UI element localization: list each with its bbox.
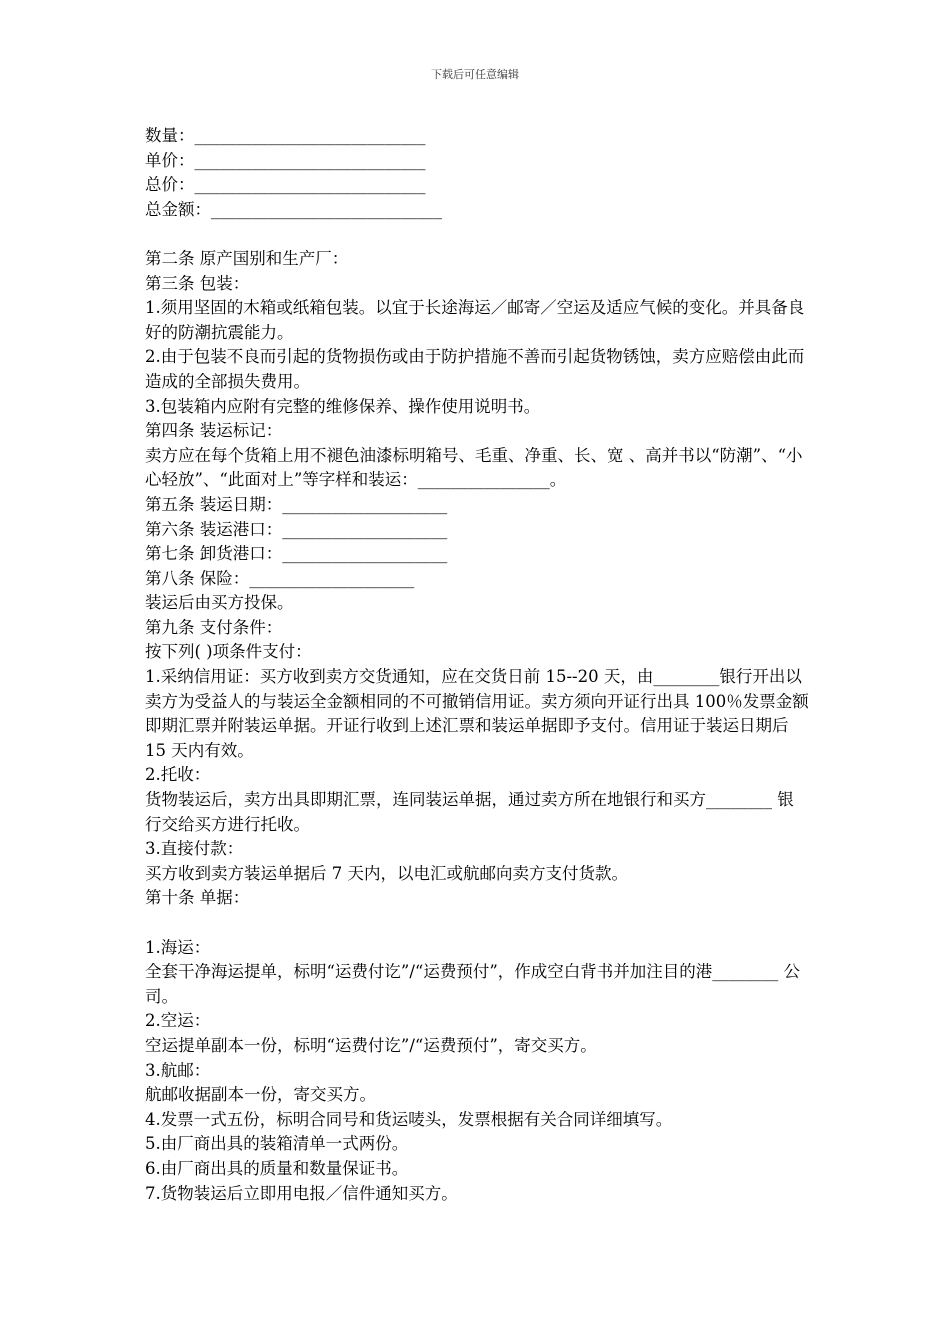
text-line: 单价：____________________________ [145, 150, 426, 170]
paragraph: 装运后由买方投保。 [145, 593, 294, 613]
paragraph: 6.由厂商出具的质量和数量保证书。 [145, 1158, 409, 1178]
section-heading: 第四条 装运标记： [145, 421, 283, 441]
paragraph: 2.空运： [145, 1011, 211, 1031]
paragraph: 3.航邮： [145, 1060, 211, 1080]
paragraph: 2.由于包装不良而引起的货物损伤或由于防护措施不善而引起货物锈蚀，卖方应赔偿由此而造成的全部损失费用。 [145, 347, 805, 391]
text-line: 数量：____________________________ [145, 126, 426, 145]
paragraph: 1.须用坚固的木箱或纸箱包装。以宜于长途海运／邮寄／空运及适应气候的变化。并具备良好的防潮抗震能力。 [145, 298, 805, 342]
section-heading: 第八条 保险：____________________ [145, 568, 415, 588]
page-header: 下载后可任意编辑 [431, 68, 519, 81]
blank-line [145, 222, 810, 247]
paragraph: 1.采纳信用证：买方收到卖方交货通知，应在交货日前 15--20 天，由________银行开出以卖方为受益人的与装运全金额相同的不可撤销信用证。卖方须向开证行出具 100％发票金额即期汇票并附装运单据。开证行收到上述汇票和装运单据即予支付。信用证于装运日期后 15 天内有效。 [145, 667, 809, 760]
document-body [145, 124, 810, 1206]
blank-line [145, 911, 810, 936]
paragraph: 全套干净海运提单，标明“运费付讫”/“运费预付”，作成空白背书并加注目的港________ 公司。 [145, 962, 801, 1006]
paragraph: 5.由厂商出具的装箱清单一式两份。 [145, 1134, 409, 1154]
paragraph: 7.货物装运后立即用电报／信件通知买方。 [145, 1183, 458, 1203]
paragraph: 3.包装箱内应附有完整的维修保养、操作使用说明书。 [145, 396, 541, 416]
section-heading: 第二条 原产国别和生产厂： [145, 248, 349, 268]
paragraph: 按下列( )项条件支付： [145, 642, 312, 662]
paragraph: 航邮收据副本一份，寄交买方。 [145, 1085, 376, 1105]
section-heading: 第九条 支付条件： [145, 617, 283, 637]
paragraph: 3.直接付款： [145, 839, 244, 859]
section-heading: 第五条 装运日期：____________________ [145, 494, 448, 514]
paragraph: 卖方应在每个货箱上用不褪色油漆标明箱号、毛重、净重、长、宽 、高并书以“防潮”、“小心轻放”、“此面对上”等字样和装运：________________。 [145, 445, 803, 490]
section-heading: 第三条 包装： [145, 273, 250, 293]
paragraph: 2.托收： [145, 765, 211, 785]
paragraph: 买方收到卖方装运单据后 7 天内，以电汇或航邮向卖方支付货款。 [145, 863, 628, 883]
paragraph: 1.海运： [145, 937, 211, 957]
section-heading: 第七条 卸货港口：____________________ [145, 544, 448, 564]
section-heading: 第六条 装运港口：____________________ [145, 519, 448, 539]
section-heading: 第十条 单据： [145, 888, 250, 908]
paragraph: 空运提单副本一份，标明“运费付讫”/“运费预付”，寄交买方。 [145, 1035, 597, 1055]
text-line: 总价：____________________________ [145, 175, 426, 195]
paragraph: 4.发票一式五份，标明合同号和货运唛头，发票根据有关合同详细填写。 [145, 1109, 673, 1129]
paragraph: 货物装运后，卖方出具即期汇票，连同装运单据，通过卖方所在地银行和买方________ 银行交给买方进行托收。 [145, 790, 794, 834]
text-line: 总金额：____________________________ [145, 199, 442, 219]
